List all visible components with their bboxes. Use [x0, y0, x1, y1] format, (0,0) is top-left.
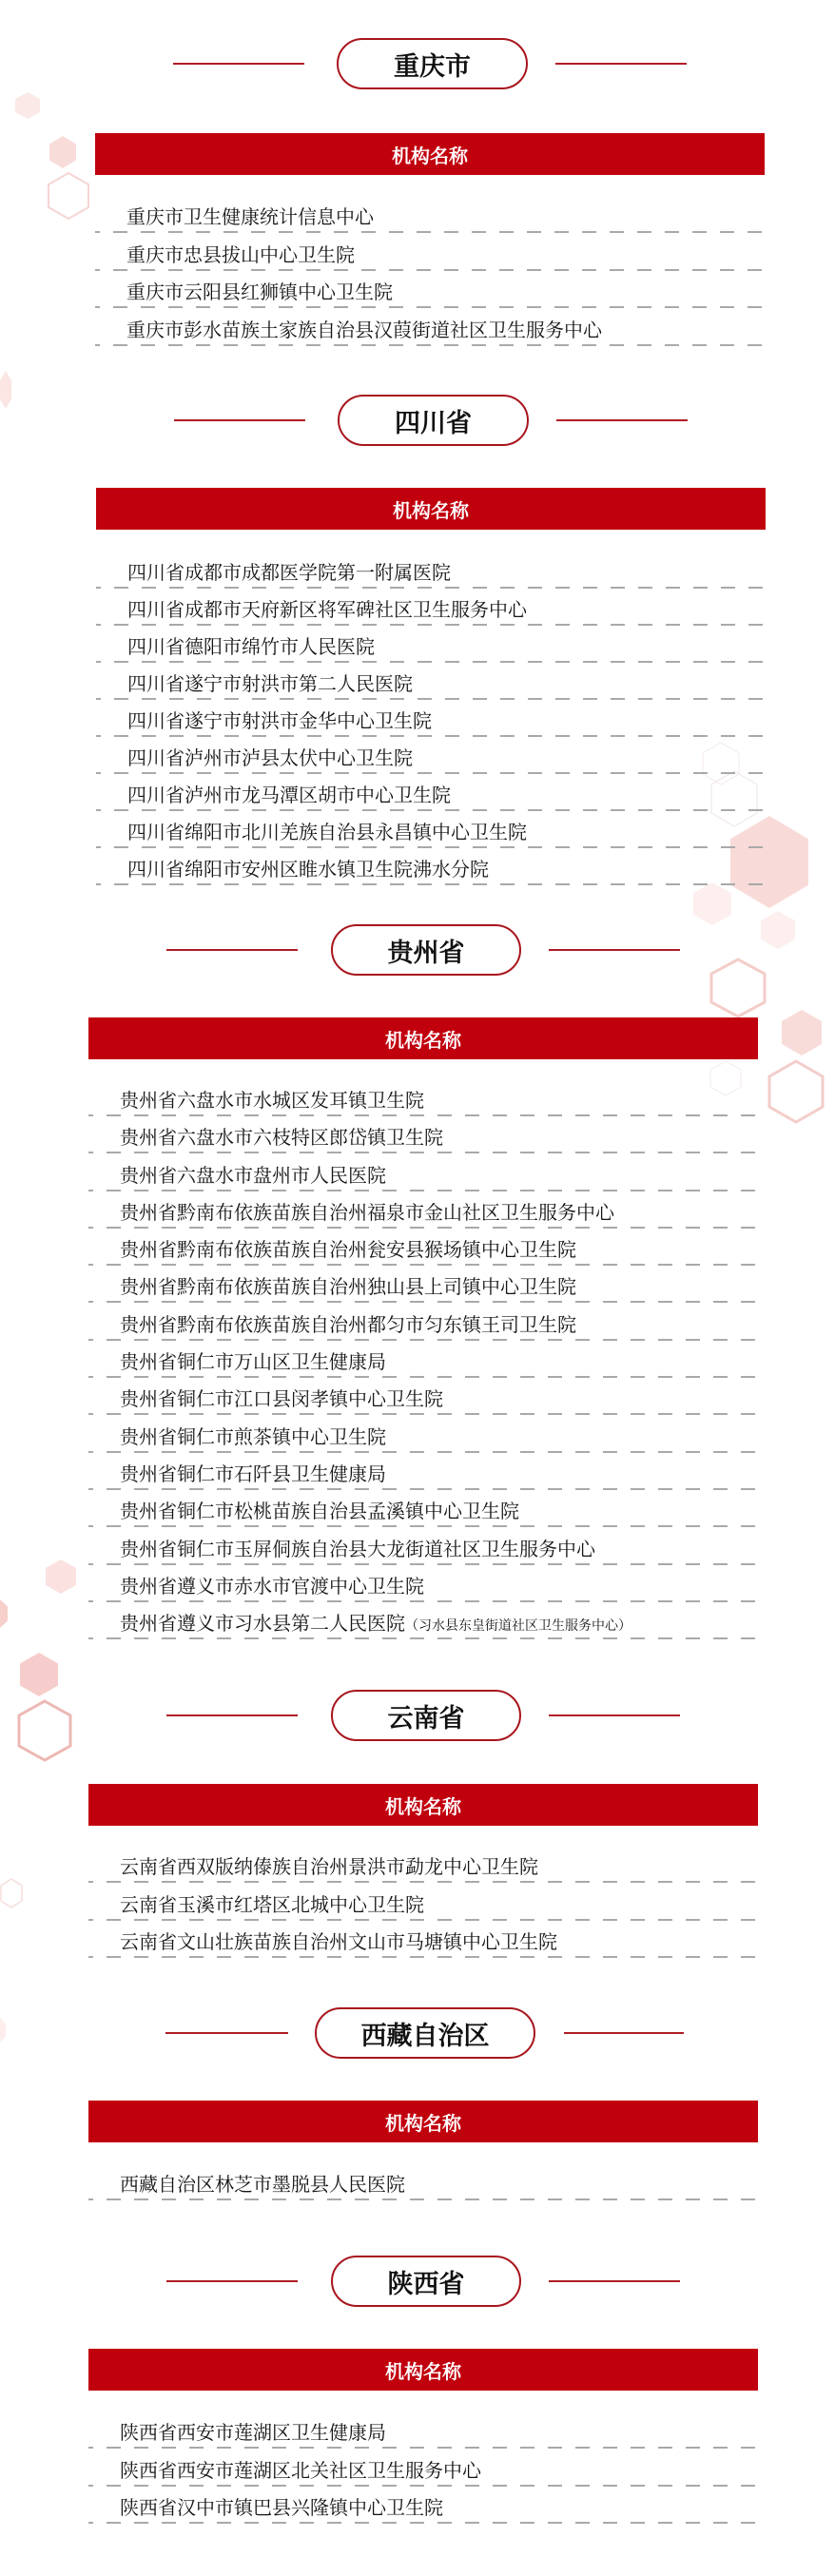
title-divider-right — [549, 949, 680, 951]
hexagon-decoration-icon — [15, 92, 40, 119]
title-divider-left — [174, 419, 305, 421]
table-header — [88, 1784, 758, 1826]
list-item — [88, 1156, 758, 1193]
hexagon-outline-decoration-icon — [0, 1878, 23, 1908]
institution-list — [88, 2165, 758, 2203]
section-sichuan — [96, 395, 766, 881]
list-item — [96, 553, 766, 591]
section-title-pill — [331, 2256, 521, 2307]
institution-name: 贵州省铜仁市万山区卫生健康局 — [120, 1350, 386, 1374]
table-header-label: 机构名称 — [385, 2111, 461, 2135]
table-header-label: 机构名称 — [393, 498, 469, 522]
section-title-pill — [337, 38, 528, 89]
list-item — [96, 628, 766, 665]
section-title-pill — [315, 2007, 535, 2059]
table-header — [95, 133, 765, 175]
list-item — [88, 1886, 758, 1924]
institution-name: 云南省文山壮族苗族自治州文山市马塘镇中心卫生院 — [120, 1930, 557, 1953]
list-item — [88, 1230, 758, 1268]
hexagon-decoration-icon — [0, 371, 11, 409]
section-tibet — [88, 2007, 758, 2196]
list-item — [96, 813, 766, 850]
institution-name: 贵州省铜仁市石阡县卫生健康局 — [120, 1462, 386, 1485]
institution-name: 贵州省黔南布依族苗族自治州都匀市匀东镇王司卫生院 — [120, 1312, 576, 1336]
section-title-row — [88, 2007, 758, 2059]
section-shaanxi — [88, 2256, 758, 2519]
list-item — [88, 1118, 758, 1155]
institution-name: 贵州省铜仁市江口县闵孝镇中心卫生院 — [120, 1387, 443, 1411]
institution-name: 四川省成都市成都医学院第一附属医院 — [127, 561, 451, 584]
institution-name: 四川省遂宁市射洪市第二人民医院 — [127, 672, 413, 695]
list-item — [96, 776, 766, 813]
institution-name: 贵州省六盘水市六枝特区郎岱镇卫生院 — [120, 1126, 443, 1150]
list-item — [96, 702, 766, 739]
table-header — [88, 2349, 758, 2391]
list-item — [88, 1418, 758, 1455]
list-item — [96, 591, 766, 628]
institution-name: 重庆市忠县拔山中心卫生院 — [126, 242, 355, 266]
institution-name: 贵州省铜仁市煎茶镇中心卫生院 — [120, 1424, 386, 1448]
title-divider-right — [564, 2032, 684, 2034]
institution-note: （习水县东皇街道社区卫生服务中心） — [405, 1618, 631, 1635]
hexagon-outline-decoration-icon — [48, 172, 89, 220]
institution-name: 四川省泸州市龙马潭区胡市中心卫生院 — [127, 784, 451, 806]
hexagon-decoration-icon — [46, 1559, 76, 1594]
section-title-pill — [331, 924, 521, 976]
list-item — [88, 1081, 758, 1118]
table-header — [88, 1017, 758, 1059]
institution-name: 云南省西双版纳傣族自治州景洪市勐龙中心卫生院 — [120, 1855, 538, 1878]
list-item — [88, 1923, 758, 1961]
institution-name: 重庆市彭水苗族土家族自治县汉葭街道社区卫生服务中心 — [126, 318, 602, 341]
title-divider-right — [549, 1714, 680, 1716]
list-item — [95, 273, 765, 311]
title-divider-left — [166, 949, 298, 951]
table-header-label: 机构名称 — [385, 1794, 461, 1818]
institution-name: 重庆市云阳县红狮镇中心卫生院 — [126, 281, 393, 303]
hexagon-decoration-icon — [693, 882, 731, 925]
section-title-row — [88, 2256, 758, 2307]
section-guizhou — [88, 924, 758, 1636]
institution-name: 贵州省铜仁市松桃苗族自治县孟溪镇中心卫生院 — [120, 1500, 519, 1523]
table-header — [96, 488, 766, 530]
institution-name: 陕西省汉中市镇巴县兴隆镇中心卫生院 — [120, 2496, 443, 2519]
section-title-row — [95, 38, 765, 89]
title-divider-right — [549, 2280, 680, 2282]
list-item — [88, 1492, 758, 1529]
list-item — [88, 2489, 758, 2527]
section-title-row — [88, 924, 758, 976]
section-title-pill — [331, 1690, 521, 1741]
list-item — [88, 1380, 758, 1417]
section-title: 四川省 — [395, 408, 472, 438]
title-divider-left — [165, 2032, 288, 2034]
list-item — [95, 236, 765, 274]
institution-name: 西藏自治区林芝市墨脱县人民医院 — [120, 2173, 405, 2196]
list-item — [88, 1268, 758, 1305]
institution-list — [88, 2413, 758, 2527]
institution-list — [95, 198, 765, 348]
institution-name: 四川省德阳市绵竹市人民医院 — [127, 635, 375, 658]
list-item — [88, 1604, 758, 1641]
hexagon-decoration-icon — [761, 911, 795, 949]
institution-name: 贵州省黔南布依族苗族自治州福泉市金山社区卫生服务中心 — [120, 1200, 614, 1224]
section-title-row — [96, 395, 766, 446]
hexagon-outline-decoration-icon — [767, 1059, 825, 1124]
title-divider-right — [555, 63, 687, 65]
section-title: 贵州省 — [387, 938, 465, 968]
title-divider-left — [166, 2280, 298, 2282]
hexagon-decoration-icon — [782, 1010, 822, 1056]
list-item — [95, 311, 765, 349]
list-item — [96, 850, 766, 887]
list-item — [96, 739, 766, 776]
institution-name: 四川省绵阳市安州区睢水镇卫生院沸水分院 — [127, 858, 489, 881]
section-title: 陕西省 — [387, 2269, 465, 2299]
institution-name: 贵州省遵义市赤水市官渡中心卫生院 — [120, 1574, 424, 1598]
institution-name: 四川省泸州市泸县太伏中心卫生院 — [127, 746, 413, 769]
hexagon-decoration-icon — [0, 2018, 6, 2043]
section-yunnan — [88, 1690, 758, 1953]
section-title-pill — [338, 395, 529, 446]
institution-name: 贵州省遵义市习水县第二人民医院 — [120, 1612, 405, 1636]
institution-list — [88, 1081, 758, 1641]
title-divider-right — [556, 419, 688, 421]
hexagon-outline-decoration-icon — [17, 1699, 72, 1762]
list-item — [88, 1530, 758, 1567]
table-header-label: 机构名称 — [392, 144, 468, 167]
institution-name: 陕西省西安市莲湖区北关社区卫生服务中心 — [120, 2458, 481, 2482]
title-divider-left — [173, 63, 304, 65]
list-item — [88, 1567, 758, 1604]
institution-name: 贵州省铜仁市玉屏侗族自治县大龙街道社区卫生服务中心 — [120, 1537, 595, 1560]
institution-name: 陕西省西安市莲湖区卫生健康局 — [120, 2421, 386, 2444]
institution-name-with-note — [120, 1611, 631, 1638]
institution-name: 贵州省六盘水市水城区发耳镇卫生院 — [120, 1089, 424, 1112]
institution-name: 四川省遂宁市射洪市金华中心卫生院 — [127, 709, 432, 732]
list-item — [95, 198, 765, 236]
list-item — [88, 1343, 758, 1380]
institution-name: 云南省玉溪市红塔区北城中心卫生院 — [120, 1892, 424, 1916]
hexagon-decoration-icon — [49, 136, 76, 168]
hexagon-decoration-icon — [0, 1599, 8, 1628]
table-header-label: 机构名称 — [385, 1028, 461, 1052]
list-item — [88, 2413, 758, 2451]
table-header-label: 机构名称 — [385, 2359, 461, 2383]
list-item — [96, 665, 766, 702]
list-item — [88, 2451, 758, 2489]
institution-list — [88, 1848, 758, 1961]
institution-name: 四川省绵阳市北川羌族自治县永昌镇中心卫生院 — [127, 821, 527, 843]
table-header — [88, 2101, 758, 2142]
institution-name: 四川省成都市天府新区将军碑社区卫生服务中心 — [127, 598, 527, 621]
hexagon-decoration-icon — [20, 1653, 58, 1696]
title-divider-left — [166, 1714, 298, 1716]
list-item — [88, 2165, 758, 2203]
list-item — [88, 1848, 758, 1886]
list-item — [88, 1455, 758, 1492]
section-title: 云南省 — [387, 1703, 465, 1733]
institution-name: 贵州省黔南布依族苗族自治州独山县上司镇中心卫生院 — [120, 1275, 576, 1299]
section-title: 重庆市 — [394, 51, 471, 82]
institution-name: 贵州省六盘水市盘州市人民医院 — [120, 1163, 386, 1187]
institution-name: 重庆市卫生健康统计信息中心 — [126, 205, 374, 228]
institution-list — [96, 553, 766, 887]
section-chongqing — [95, 38, 765, 341]
list-item — [88, 1193, 758, 1230]
list-item — [88, 1306, 758, 1343]
institution-name: 贵州省黔南布依族苗族自治州瓮安县猴场镇中心卫生院 — [120, 1238, 576, 1262]
section-title: 西藏自治区 — [360, 2021, 490, 2051]
section-title-row — [88, 1690, 758, 1741]
